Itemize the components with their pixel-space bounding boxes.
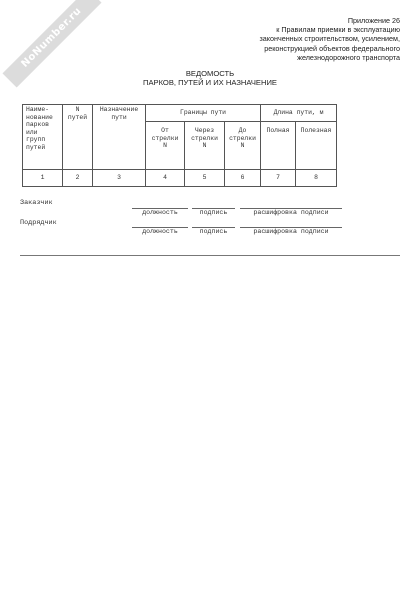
decoding-caption: расшифровка подписи — [253, 209, 329, 216]
parks-table — [22, 104, 337, 187]
header-park-name: Наиме- нование парков или групп путей — [23, 105, 63, 170]
annex-line: законченных строительством, усилением, — [259, 34, 400, 44]
annex-line: железнодорожного транспорта — [297, 52, 400, 62]
annex-line: Приложение 26 — [347, 16, 400, 25]
customer-label: Заказчик — [20, 199, 53, 207]
annex-line: реконструкцией объектов федерального — [264, 43, 400, 53]
annex-line: к Правилам приемки в эксплуатацию — [276, 25, 400, 35]
position-caption: должность — [142, 209, 178, 216]
watermark: NoNumber.ru — [3, 0, 102, 87]
document-title: ВЕДОМОСТЬ — [185, 69, 235, 78]
header-track-number: N путей — [63, 105, 93, 170]
column-number: 3 — [93, 170, 146, 187]
document-subtitle: ПАРКОВ, ПУТЕЙ И ИХ НАЗНАЧЕНИЕ — [142, 78, 277, 87]
header-through-switch: Через стрелки N — [185, 122, 225, 170]
footer-divider — [20, 255, 400, 256]
column-number: 8 — [296, 170, 337, 187]
header-full-length: Полная — [261, 122, 296, 170]
annex-header — [210, 16, 400, 62]
contractor-label: Подрядчик — [20, 219, 57, 227]
column-number: 7 — [261, 170, 296, 187]
column-number: 6 — [225, 170, 261, 187]
column-number: 2 — [63, 170, 93, 187]
decoding-caption: расшифровка подписи — [253, 228, 329, 235]
column-number: 4 — [146, 170, 185, 187]
position-caption: должность — [142, 228, 178, 235]
header-track-bounds: Границы пути — [146, 105, 261, 122]
header-purpose: Назначение пути — [93, 105, 146, 170]
header-from-switch: От стрелки N — [146, 122, 185, 170]
header-track-length: Длина пути, м — [261, 105, 337, 122]
signature-caption: подпись — [199, 209, 228, 216]
header-useful-length: Полезная — [296, 122, 337, 170]
header-to-switch: До стрелки N — [225, 122, 261, 170]
column-number: 5 — [185, 170, 225, 187]
column-number: 1 — [23, 170, 63, 187]
signature-caption: подпись — [199, 228, 228, 235]
